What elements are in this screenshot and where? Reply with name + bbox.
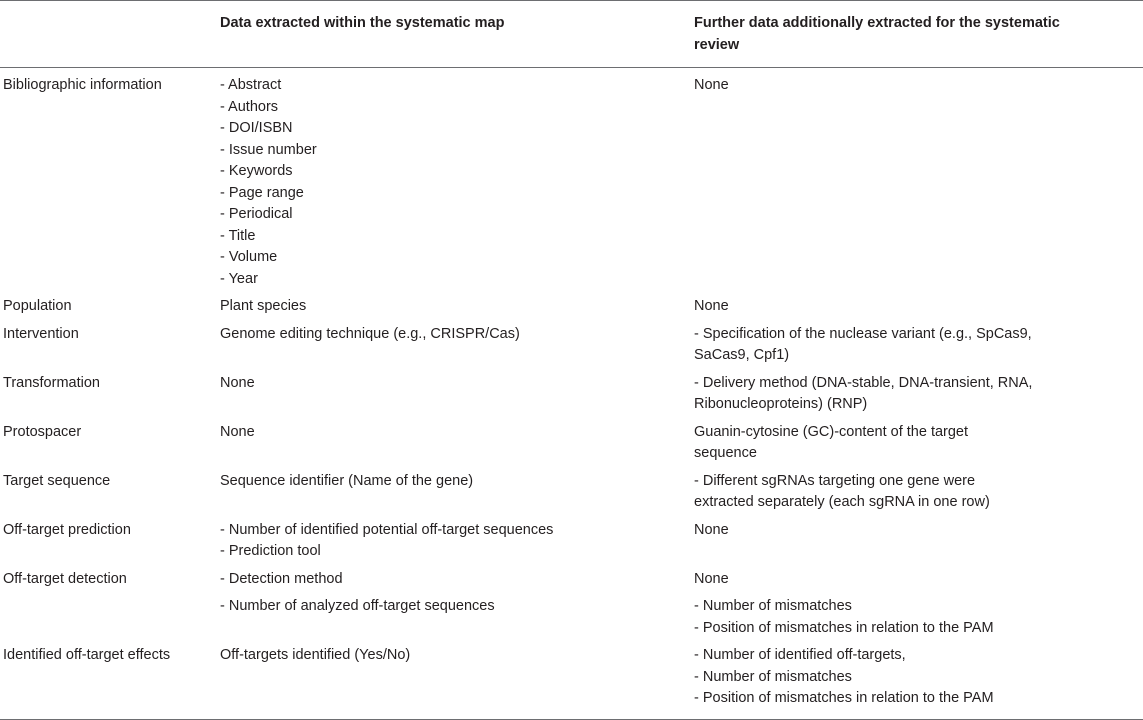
table-row — [0, 566, 1143, 594]
row-label-cell — [0, 370, 220, 419]
review-item: - Number of identified off-targets, — [694, 647, 906, 663]
map-item: Sequence identifier (Name of the gene) — [220, 472, 474, 489]
map-item: - Number of identified potential off-target sequences — [220, 521, 554, 538]
row-label-cell — [0, 642, 220, 719]
review-data-cell — [694, 593, 1143, 642]
row-label: Transformation — [3, 374, 100, 391]
map-item: - DOI/ISBN — [220, 120, 293, 136]
row-label: Identified off-target effects — [3, 647, 171, 663]
map-item: None — [220, 423, 255, 440]
review-data-cell — [694, 293, 1143, 321]
map-data-cell — [220, 593, 694, 642]
map-item: None — [220, 374, 255, 391]
review-item: - Different sgRNAs targeting one gene were extracted separately (each sgRNA in one row) — [694, 472, 990, 510]
map-item: - Volume — [220, 249, 278, 265]
review-item: - Specification of the nuclease variant (e.g., SpCas9, SaCas9, Cpf1) — [694, 325, 1032, 363]
review-item: None — [694, 521, 729, 538]
table-row — [0, 293, 1143, 321]
header-empty-cell — [0, 1, 220, 68]
review-data-cell — [694, 419, 1143, 468]
table-row — [0, 321, 1143, 370]
map-data-cell — [220, 517, 694, 566]
review-data-cell — [694, 517, 1143, 566]
header-review-label: Further data additionally extracted for the systematic review — [694, 15, 1060, 53]
map-data-cell — [220, 642, 694, 719]
review-item: Guanin-cytosine (GC)-content of the target sequence — [694, 423, 969, 461]
row-label-cell — [0, 566, 220, 594]
row-label: Off-target prediction — [3, 521, 131, 538]
map-data-cell — [220, 321, 694, 370]
table-row — [0, 68, 1143, 294]
review-data-cell — [694, 566, 1143, 594]
row-label: Target sequence — [3, 472, 111, 489]
header-review-column — [694, 1, 1143, 68]
row-label-cell — [0, 293, 220, 321]
header-map-column — [220, 1, 694, 68]
row-label: Intervention — [3, 325, 79, 342]
map-item: - Issue number — [220, 141, 317, 158]
map-item: Genome editing technique (e.g., CRISPR/Cas) — [220, 325, 520, 342]
map-data-cell — [220, 566, 694, 594]
table-row — [0, 419, 1143, 468]
review-data-cell — [694, 642, 1143, 719]
row-label: Protospacer — [3, 423, 82, 440]
map-item: - Year — [220, 270, 258, 287]
table-body — [0, 68, 1143, 720]
table-row — [0, 468, 1143, 517]
map-item: - Number of analyzed off-target sequences — [220, 598, 495, 614]
map-item: - Title — [220, 227, 256, 244]
map-data-cell — [220, 68, 694, 294]
map-item: - Periodical — [220, 206, 293, 222]
table-row — [0, 642, 1143, 719]
row-label-cell — [0, 321, 220, 370]
review-item: - Number of mismatches — [694, 668, 852, 685]
map-data-cell — [220, 293, 694, 321]
map-item: - Prediction tool — [220, 543, 321, 559]
review-item: - Number of mismatches — [694, 598, 852, 614]
review-data-cell — [694, 68, 1143, 294]
map-data-cell — [220, 468, 694, 517]
header-row — [0, 1, 1143, 68]
row-label-cell — [0, 468, 220, 517]
table-row — [0, 593, 1143, 642]
row-label-cell — [0, 68, 220, 294]
map-data-cell — [220, 419, 694, 468]
map-item: - Detection method — [220, 570, 343, 587]
row-label-cell — [0, 593, 220, 642]
map-item: Plant species — [220, 298, 307, 314]
review-data-cell — [694, 321, 1143, 370]
map-item: - Keywords — [220, 163, 293, 179]
review-item: - Position of mismatches in relation to the PAM — [694, 619, 994, 636]
header-map-label: Data extracted within the systematic map — [220, 15, 505, 31]
table-row — [0, 370, 1143, 419]
review-item: - Delivery method (DNA-stable, DNA-transient, RNA, Ribonucleoproteins) (RNP) — [694, 374, 1033, 412]
map-item: Off-targets identified (Yes/No) — [220, 647, 411, 663]
review-item: - Position of mismatches in relation to the PAM — [694, 690, 994, 706]
row-label: Bibliographic information — [3, 77, 162, 93]
map-item: - Page range — [220, 184, 304, 201]
row-label: Population — [3, 298, 72, 314]
map-item: - Abstract — [220, 77, 282, 93]
review-item: None — [694, 77, 729, 93]
review-item: None — [694, 298, 729, 314]
table-row — [0, 517, 1143, 566]
row-label-cell — [0, 419, 220, 468]
review-data-cell — [694, 468, 1143, 517]
map-data-cell — [220, 370, 694, 419]
review-item: None — [694, 570, 729, 587]
review-data-cell — [694, 370, 1143, 419]
map-item: - Authors — [220, 98, 279, 115]
row-label-cell — [0, 517, 220, 566]
row-label: Off-target detection — [3, 570, 127, 587]
